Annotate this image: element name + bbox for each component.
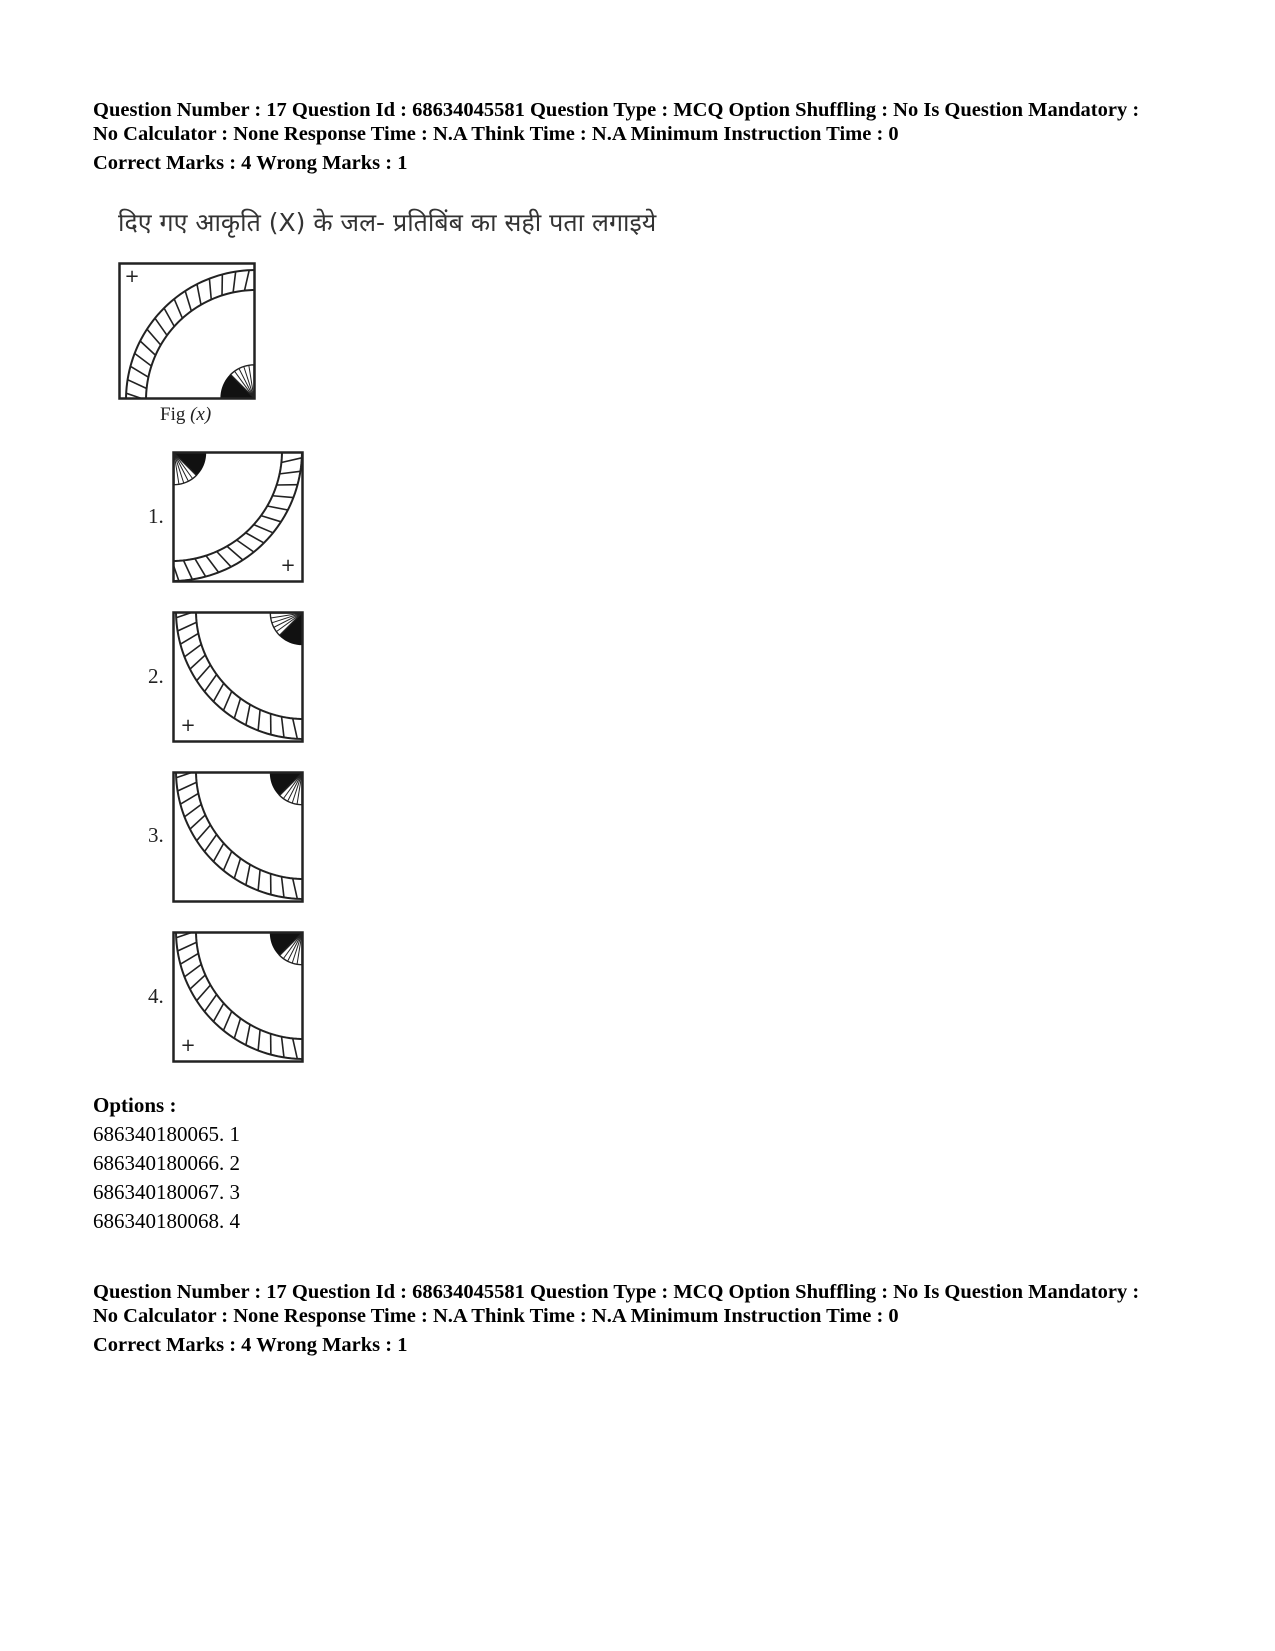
hatch-line [237,540,254,552]
hatch-line [178,942,197,951]
hatch-line [246,705,250,726]
figure-option-2 [172,611,304,743]
hatch-line [197,665,211,681]
figure-option-1 [172,451,304,583]
figure-option-3-label: 3. [148,823,164,847]
hatch-line [227,546,243,560]
hatch-line [267,506,288,510]
hatch-line [293,878,298,898]
figure-caption-prefix: Fig [160,404,186,425]
hatch-line [180,633,198,644]
hatch-line [293,718,298,738]
option-item-4[interactable]: 686340180068. 4 [93,1209,240,1233]
option-item-2[interactable]: 686340180066. 2 [93,1151,240,1175]
question-marks: Correct Marks : 4 Wrong Marks : 1 [93,152,408,174]
hatch-line [281,458,301,463]
hatch-line [258,870,260,891]
hatch-line [233,272,236,293]
hatch-line [190,975,205,989]
hatch-line [245,270,250,290]
figure-drawing [120,264,257,401]
hatch-line [209,279,211,300]
hatch-line [195,559,206,577]
hatch-line [190,815,205,829]
hatch-line [185,804,202,816]
question-meta-line-1: Question Number : 17 Question Id : 68634045581 Question Type : MCQ Option Shuffling : No Is Question Mandatory : [93,99,1140,121]
hatch-line [282,1037,284,1058]
hatch-line [223,691,231,710]
hatch-line [246,865,250,886]
hatch-line [223,1011,231,1030]
figure-option-4 [172,931,304,1063]
hatch-line [261,516,281,522]
hatch-line [190,655,205,669]
hatch-line [246,533,264,543]
hatch-line [280,471,301,474]
hatch-line [135,353,152,366]
question-meta-header [93,98,1139,175]
options-heading: Options : [93,1093,177,1117]
hatch-line [282,877,284,898]
hatch-line [185,291,191,311]
hatch-line [155,318,167,335]
figure-option-1-label: 1. [148,504,164,528]
figure-option-2-label: 2. [148,664,164,688]
hatch-line [246,1025,250,1046]
hatch-line [217,551,231,566]
hatch-line [234,858,240,878]
hatch-line [130,366,148,377]
figure-drawing [174,931,305,1062]
hatch-line [213,1003,223,1021]
hatch-line [234,1018,240,1038]
hatch-line [185,644,202,656]
hatch-line [197,825,211,841]
hatch-line [293,1038,298,1058]
hatch-line [180,953,198,964]
question-meta-line-2: No Calculator : None Response Time : N.A Think Time : N.A Minimum Instruction Time : 0 [93,123,899,145]
hatch-line [164,308,174,326]
question-meta-line-1: Question Number : 17 Question Id : 68634045581 Question Type : MCQ Option Shuffling : No Is Question Mandatory : [93,1281,1140,1303]
hatch-line [234,698,240,718]
hatch-line [223,851,231,870]
option-item-1[interactable]: 686340180065. 1 [93,1122,240,1146]
hatch-line [183,560,192,579]
figure-x-caption [160,404,211,426]
hatch-line [272,496,293,498]
plus-sign: + [124,266,140,287]
hatch-line [258,1030,260,1051]
hatch-line [185,964,202,976]
plus-sign: + [180,1035,196,1056]
hatch-line [197,985,211,1001]
hatch-line [213,683,223,701]
hatch-line [205,674,217,691]
options-list [93,1120,240,1236]
hatch-line [205,834,217,851]
hatch-line [140,341,155,355]
figure-drawing [174,771,305,902]
hatch-line [258,710,260,731]
hatch-line [254,525,273,533]
hatch-line [213,843,223,861]
question-marks: Correct Marks : 4 Wrong Marks : 1 [93,1334,408,1356]
hatch-line [174,299,182,318]
figure-caption-var: (x) [190,404,212,425]
option-item-3[interactable]: 686340180067. 3 [93,1180,240,1204]
hatch-line [147,329,161,345]
question-meta-line-2: No Calculator : None Response Time : N.A Think Time : N.A Minimum Instruction Time : 0 [93,1305,899,1327]
figure-x [118,262,256,400]
hatch-line [180,793,198,804]
hatch-line [178,782,197,791]
hatch-line [282,717,284,738]
hatch-line [178,622,197,631]
hatch-line [128,380,147,389]
hatch-line [205,994,217,1011]
figure-drawing [172,451,303,582]
figure-drawing [174,611,305,742]
question-meta-header-repeat [93,1280,1139,1357]
figure-option-3 [172,771,304,903]
question-text: दिए गए आकृति (X) के जल- प्रतिबिंब का सही पता लगाइये [118,208,657,237]
plus-sign: + [280,555,296,576]
hatch-line [206,556,219,573]
hatch-line [197,284,201,305]
figure-option-4-label: 4. [148,984,164,1008]
plus-sign: + [180,715,196,736]
